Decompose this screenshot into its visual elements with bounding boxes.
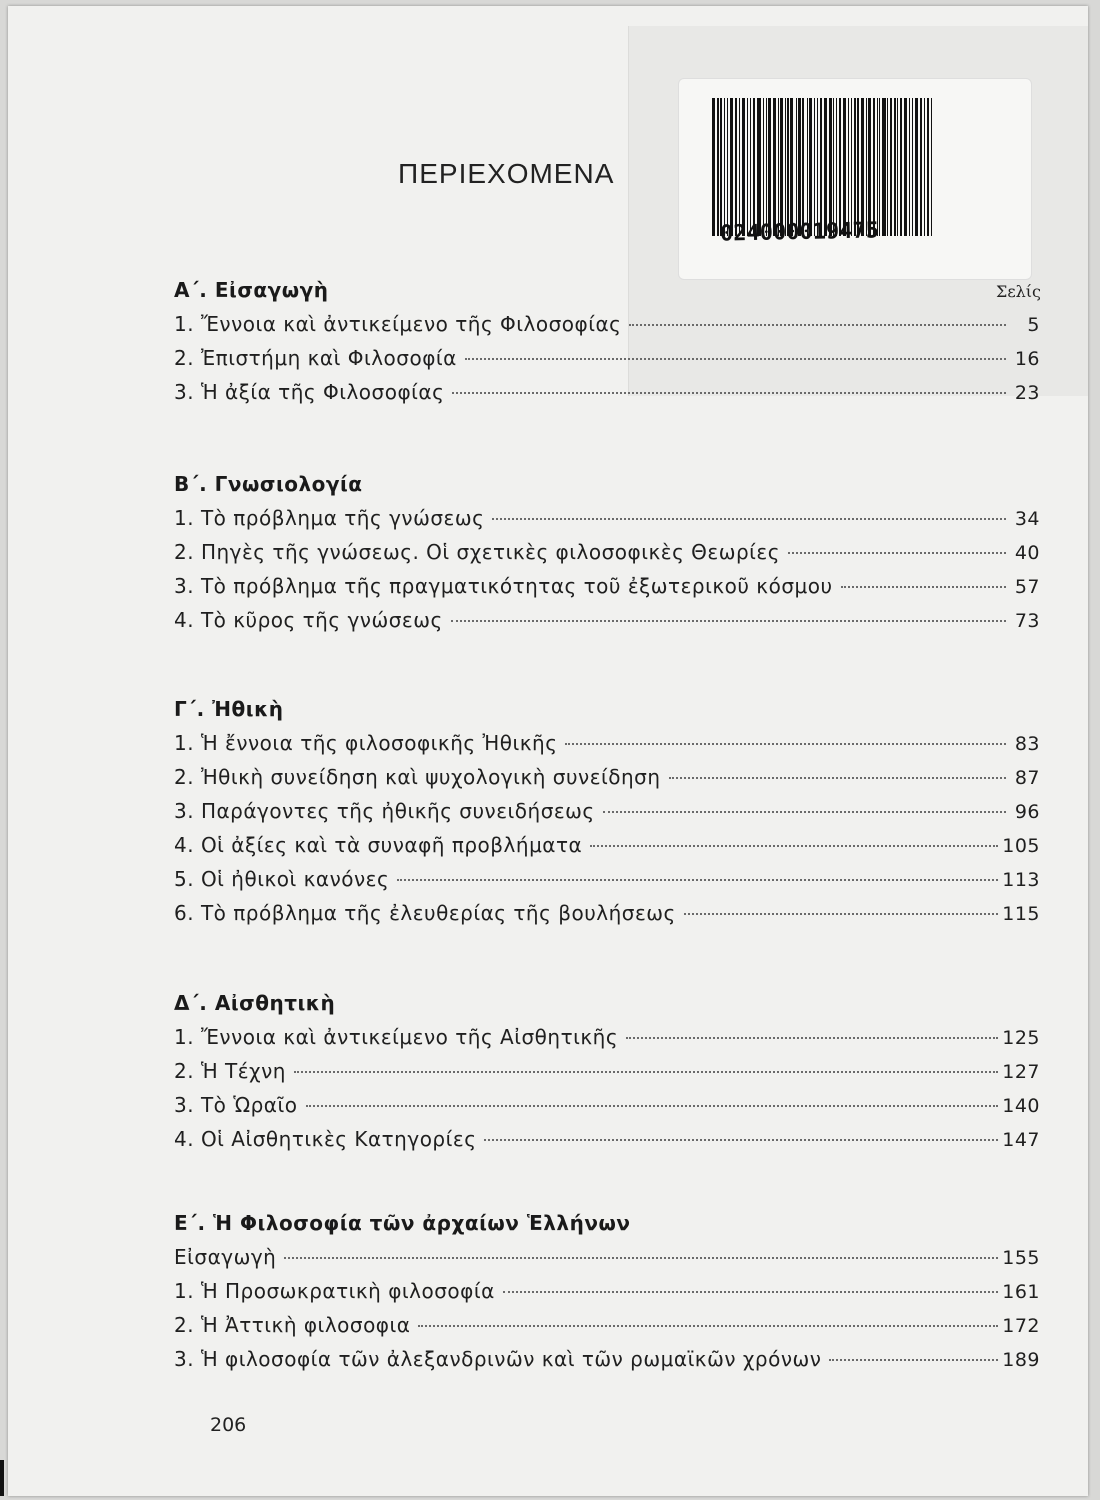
barcode-bar (833, 98, 834, 236)
entry-page: 155 (1002, 1247, 1040, 1269)
toc-entry[interactable] (174, 760, 1040, 794)
section-title: Γ΄. Ἠθικὴ (174, 697, 284, 721)
toc-entry[interactable] (174, 535, 1040, 569)
barcode-bar (735, 98, 737, 236)
entry-page: 105 (1002, 835, 1040, 857)
page-title: ΠΕΡΙΕΧΟΜΕΝΑ (398, 158, 615, 189)
leader-dots (590, 844, 998, 847)
leader-dots (294, 1070, 998, 1073)
entry-page: 87 (1014, 767, 1040, 789)
leader-dots (629, 323, 1006, 326)
barcode-bar (727, 98, 728, 236)
entry-page: 34 (1014, 508, 1040, 530)
barcode-bar (894, 98, 895, 236)
page-number: 206 (210, 1414, 247, 1436)
leader-dots (829, 1358, 998, 1361)
leader-dots (306, 1104, 999, 1107)
barcode-bar (920, 98, 922, 236)
toc-entry[interactable] (174, 569, 1040, 603)
entry-title: 4. Οἱ ἀξίες καὶ τὰ συναφῆ προβλήματα (174, 833, 583, 857)
barcode-bar (897, 98, 898, 236)
toc-entry[interactable] (174, 501, 1040, 535)
barcode-bar (763, 98, 764, 236)
entry-title: 3. Τὸ πρόβλημα τῆς πραγματικότητας τοῦ ἐξωτερικοῦ κόσμου (174, 574, 833, 598)
section-title: Α΄. Εἰσαγωγὴ (174, 278, 329, 302)
toc-section (174, 1206, 1040, 1376)
leader-dots (492, 517, 1006, 520)
leader-dots (788, 551, 1006, 554)
entry-title: 2. Πηγὲς τῆς γνώσεως. Οἱ σχετικὲς φιλοσοφικὲς Θεωρίες (174, 540, 780, 564)
entry-title: 1. Ἡ Προσωκρατικὴ φιλοσοφία (174, 1279, 495, 1303)
barcode-bar (879, 98, 880, 236)
toc-entry[interactable] (174, 1122, 1040, 1156)
barcode-bar (866, 98, 867, 236)
toc-section (174, 986, 1040, 1156)
leader-dots (684, 912, 998, 915)
entry-title: 2. Ἠθικὴ συνείδηση καὶ ψυχολογικὴ συνείδηση (174, 765, 661, 789)
toc-entry[interactable] (174, 1274, 1040, 1308)
entry-title: Εἰσαγωγὴ (174, 1245, 277, 1269)
toc-entry[interactable] (174, 1088, 1040, 1122)
entry-page: 172 (1002, 1315, 1040, 1337)
page-column-header: Σελίς (996, 282, 1041, 301)
barcode-bar (720, 98, 722, 236)
toc-section (174, 692, 1040, 930)
entry-page: 23 (1014, 382, 1040, 404)
barcode-bar (843, 98, 846, 236)
toc-entry[interactable] (174, 1308, 1040, 1342)
barcode-bar (778, 98, 779, 236)
entry-title: 3. Τὸ Ὡραῖο (174, 1093, 298, 1117)
entry-title: 1. Ἔννοια καὶ ἀντικείμενο τῆς Φιλοσοφίας (174, 312, 622, 336)
barcode-bar (724, 98, 725, 236)
toc-section (174, 467, 1040, 637)
leader-dots (465, 357, 1006, 360)
barcode-bar (817, 98, 818, 236)
barcode-bar (836, 98, 837, 236)
section-title: Ε΄. Ἡ Φιλοσοφία τῶν ἀρχαίων Ἑλλήνων (174, 1211, 631, 1235)
barcode-bar (868, 98, 870, 236)
entry-page: 57 (1014, 576, 1040, 598)
barcode-bar (851, 98, 852, 236)
book-page (8, 6, 1088, 1496)
scan-edge-mark (0, 1460, 4, 1496)
barcode-bar (854, 98, 856, 236)
entry-page: 73 (1014, 610, 1040, 632)
toc-entry[interactable] (174, 341, 1040, 375)
toc-entry[interactable] (174, 828, 1040, 862)
entry-title: 5. Οἱ ἠθικοὶ κανόνες (174, 867, 390, 891)
barcode-number: 024000019475 (719, 218, 880, 247)
entry-page: 189 (1002, 1349, 1040, 1371)
entry-title: 6. Τὸ πρόβλημα τῆς ἐλευθερίας τῆς βουλήσεως (174, 901, 676, 925)
entry-title: 2. Ἐπιστήμη καὶ Φιλοσοφία (174, 346, 457, 370)
leader-dots (626, 1036, 998, 1039)
barcode-bar (747, 98, 748, 236)
barcode-bar (912, 98, 913, 236)
leader-dots (418, 1324, 998, 1327)
barcode-bar (820, 98, 822, 236)
leader-dots (503, 1290, 998, 1293)
entry-page: 40 (1014, 542, 1040, 564)
barcode-bar (848, 98, 849, 236)
toc-entry[interactable] (174, 1240, 1040, 1274)
entry-page: 16 (1014, 348, 1040, 370)
barcode-bar (824, 98, 827, 236)
leader-dots (603, 810, 1006, 813)
toc-entry[interactable] (174, 603, 1040, 637)
entry-page: 147 (1002, 1129, 1040, 1151)
toc-entry[interactable] (174, 307, 1040, 341)
entry-title: 1. Ἔννοια καὶ ἀντικείμενο τῆς Αἰσθητικῆς (174, 1025, 619, 1049)
entry-page: 127 (1002, 1061, 1040, 1083)
barcode-bar (787, 98, 788, 236)
leader-dots (669, 776, 1006, 779)
barcode-bar (790, 98, 793, 236)
barcode-bar (909, 98, 910, 236)
barcode-bar (882, 98, 885, 236)
leader-dots (451, 619, 1006, 622)
barcode-bar (730, 98, 733, 236)
entry-title: 1. Ἡ ἔννοια τῆς φιλοσοφικῆς Ἠθικῆς (174, 731, 558, 755)
entry-page: 125 (1002, 1027, 1040, 1049)
entry-title: 3. Ἡ ἀξία τῆς Φιλοσοφίας (174, 380, 445, 404)
barcode-bar (890, 98, 892, 236)
barcode-bar (712, 98, 715, 236)
toc-entry[interactable] (174, 1020, 1040, 1054)
barcode-bar (857, 98, 858, 236)
barcode-bar (798, 98, 800, 236)
barcode-bar (873, 98, 875, 236)
toc-entry[interactable] (174, 1054, 1040, 1088)
barcode-bar (861, 98, 864, 236)
barcode-bar (814, 98, 815, 236)
entry-title: 3. Ἡ φιλοσοφία τῶν ἀλεξανδρινῶν καὶ τῶν ρωμαϊκῶν χρόνων (174, 1347, 822, 1371)
barcode-bar (766, 98, 767, 236)
barcode-bar (757, 98, 761, 236)
barcode-bar (877, 98, 878, 236)
entry-title: 1. Τὸ πρόβλημα τῆς γνώσεως (174, 506, 485, 530)
entry-page: 83 (1014, 733, 1040, 755)
entry-title: 4. Οἱ Αἰσθητικὲς Κατηγορίες (174, 1127, 477, 1151)
entry-page: 96 (1014, 801, 1040, 823)
leader-dots (484, 1138, 998, 1141)
barcode-bar (927, 98, 929, 236)
entry-page: 161 (1002, 1281, 1040, 1303)
barcode-bar (900, 98, 902, 236)
toc-entry[interactable] (174, 794, 1040, 828)
toc-entry[interactable] (174, 862, 1040, 896)
barcode-bar (773, 98, 776, 236)
leader-dots (565, 742, 1006, 745)
barcode-bar (829, 98, 831, 236)
leader-dots (284, 1256, 998, 1259)
barcode-bar (717, 98, 718, 236)
barcode-bar (753, 98, 755, 236)
barcode-icon (712, 98, 982, 236)
barcode-bar (742, 98, 745, 236)
barcode-bar (809, 98, 812, 236)
entry-page: 140 (1002, 1095, 1040, 1117)
barcode-bar (768, 98, 770, 236)
leader-dots (397, 878, 998, 881)
entry-page: 5 (1027, 314, 1040, 336)
toc-entry[interactable] (174, 1342, 1040, 1376)
barcode-bar (915, 98, 918, 236)
toc-entry[interactable] (174, 726, 1040, 760)
entry-title: 2. Ἡ Ἀττικὴ φιλοσοφια (174, 1313, 411, 1337)
barcode-bar (931, 98, 932, 236)
section-title: Β΄. Γνωσιολογία (174, 472, 363, 496)
toc-entry[interactable] (174, 375, 1040, 409)
barcode-bar (839, 98, 841, 236)
entry-title: 3. Παράγοντες τῆς ἠθικῆς συνειδήσεως (174, 799, 595, 823)
toc-entry[interactable] (174, 896, 1040, 930)
barcode-bar (887, 98, 888, 236)
barcode-bar (904, 98, 907, 236)
barcode-bar (796, 98, 797, 236)
barcode-bar (739, 98, 740, 236)
leader-dots (452, 391, 1006, 394)
entry-title: 2. Ἡ Τέχνη (174, 1059, 286, 1083)
barcode-bar (802, 98, 804, 236)
section-title: Δ΄. Αἰσθητικὴ (174, 991, 336, 1015)
barcode-bar (924, 98, 925, 236)
entry-page: 113 (1002, 869, 1040, 891)
barcode-bar (780, 98, 782, 236)
barcode-bar (807, 98, 808, 236)
barcode-bar (785, 98, 786, 236)
entry-page: 115 (1002, 903, 1040, 925)
toc-section (174, 273, 1040, 409)
leader-dots (841, 585, 1006, 588)
barcode-bar (750, 98, 751, 236)
entry-title: 4. Τὸ κῦρος τῆς γνώσεως (174, 608, 443, 632)
